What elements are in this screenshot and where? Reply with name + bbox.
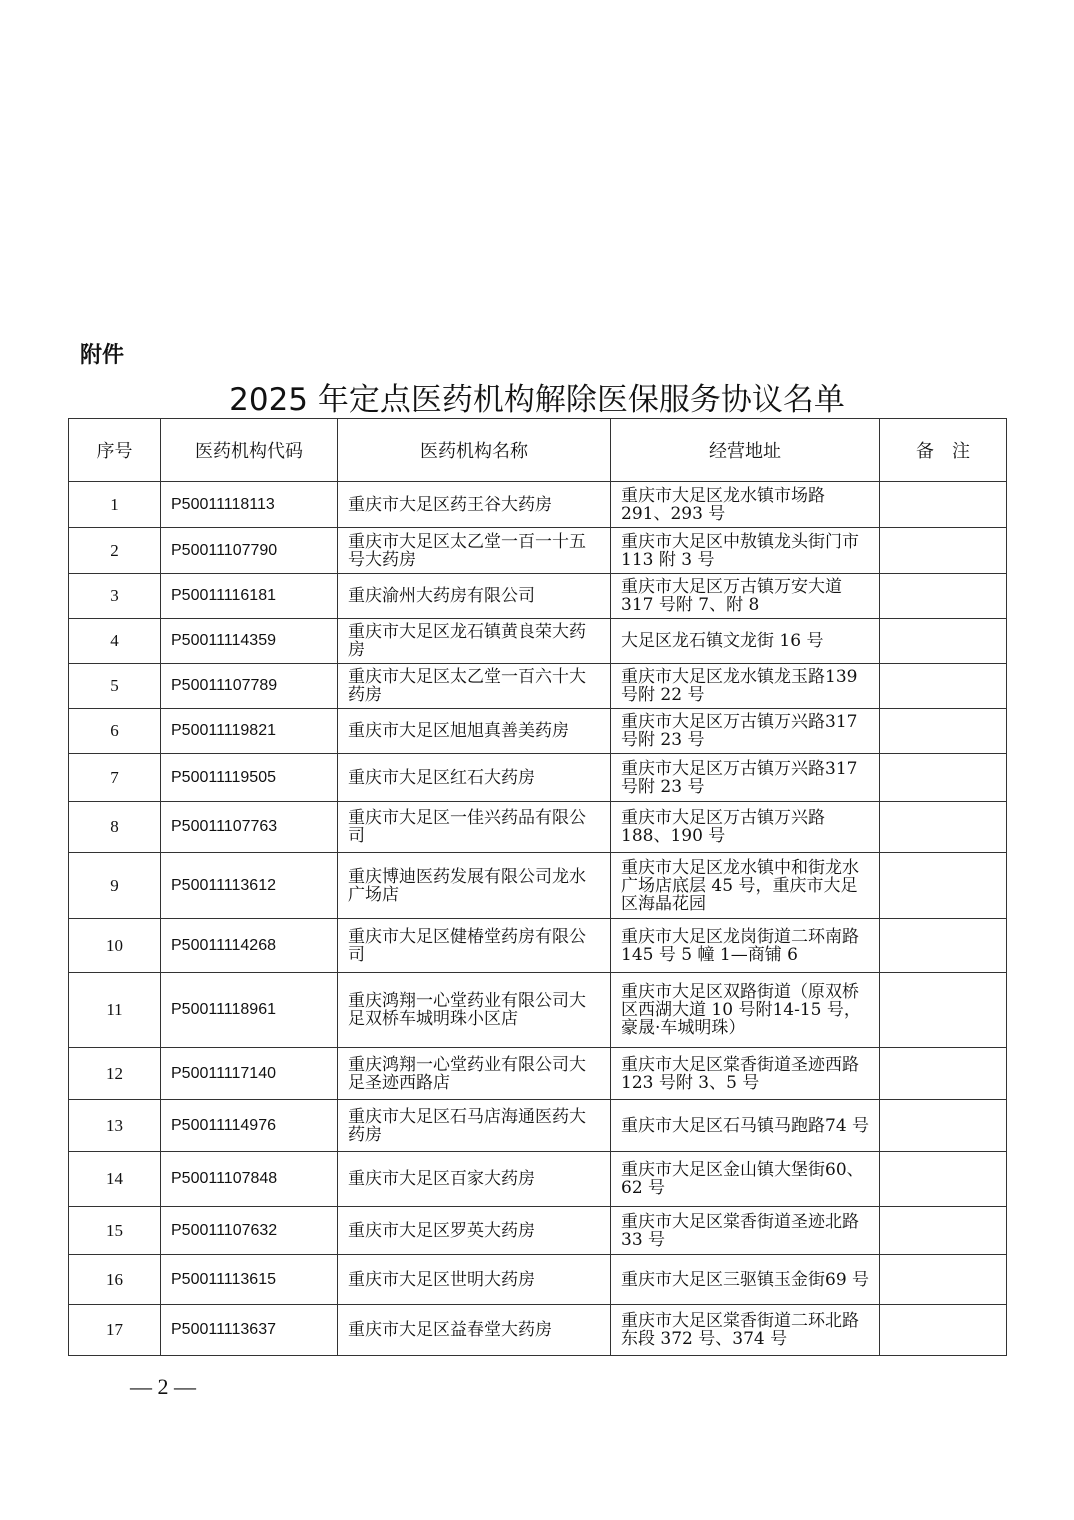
institution-code: P50011107789	[161, 664, 338, 709]
row-number: 14	[69, 1152, 161, 1207]
remark	[880, 1100, 1007, 1152]
row-number: 4	[69, 619, 161, 664]
business-address: 重庆市大足区万古镇万安大道 317 号附 7、附 8	[611, 574, 880, 619]
institution-code: P50011118961	[161, 973, 338, 1048]
institution-table	[68, 418, 1007, 1356]
institution-name: 重庆渝州大药房有限公司	[338, 574, 611, 619]
business-address: 大足区龙石镇文龙街 16 号	[611, 619, 880, 664]
table-row	[69, 973, 1007, 1048]
business-address: 重庆市大足区龙水镇龙玉路139 号附 22 号	[611, 664, 880, 709]
business-address: 重庆市大足区中敖镇龙头街门市 113 附 3 号	[611, 528, 880, 574]
business-address: 重庆市大足区棠香街道圣迹西路 123 号附 3、5 号	[611, 1048, 880, 1100]
institution-code: P50011113612	[161, 853, 338, 919]
row-number: 17	[69, 1305, 161, 1356]
remark	[880, 802, 1007, 853]
row-number: 16	[69, 1255, 161, 1305]
business-address: 重庆市大足区万古镇万兴路317 号附 23 号	[611, 754, 880, 802]
remark	[880, 528, 1007, 574]
remark	[880, 1207, 1007, 1255]
institution-name: 重庆市大足区太乙堂一百一十五号大药房	[338, 528, 611, 574]
institution-code: P50011113637	[161, 1305, 338, 1356]
row-number: 2	[69, 528, 161, 574]
remark	[880, 973, 1007, 1048]
table-row	[69, 1305, 1007, 1356]
table-row	[69, 853, 1007, 919]
table-row	[69, 482, 1007, 528]
institution-name: 重庆鸿翔一心堂药业有限公司大足双桥车城明珠小区店	[338, 973, 611, 1048]
institution-code: P50011113615	[161, 1255, 338, 1305]
institution-name: 重庆市大足区红石大药房	[338, 754, 611, 802]
institution-code: P50011114976	[161, 1100, 338, 1152]
row-number: 15	[69, 1207, 161, 1255]
remark	[880, 709, 1007, 754]
table-row	[69, 574, 1007, 619]
table-row	[69, 619, 1007, 664]
table-row	[69, 1100, 1007, 1152]
table-row	[69, 528, 1007, 574]
row-number: 8	[69, 802, 161, 853]
business-address: 重庆市大足区三驱镇玉金街69 号	[611, 1255, 880, 1305]
row-number: 6	[69, 709, 161, 754]
remark	[880, 1255, 1007, 1305]
institution-code: P50011114359	[161, 619, 338, 664]
column-header-code: 医药机构代码	[161, 419, 338, 482]
institution-name: 重庆市大足区太乙堂一百六十大药房	[338, 664, 611, 709]
remark	[880, 754, 1007, 802]
table-row	[69, 1207, 1007, 1255]
institution-code: P50011117140	[161, 1048, 338, 1100]
business-address: 重庆市大足区万古镇万兴路188、190 号	[611, 802, 880, 853]
remark	[880, 1305, 1007, 1356]
page-number: — 2 —	[130, 1374, 196, 1399]
remark	[880, 853, 1007, 919]
institution-code: P50011107632	[161, 1207, 338, 1255]
column-header-name: 医药机构名称	[338, 419, 611, 482]
remark	[880, 619, 1007, 664]
table-row	[69, 1048, 1007, 1100]
table-header-row	[69, 419, 1007, 482]
institution-name: 重庆市大足区百家大药房	[338, 1152, 611, 1207]
business-address: 重庆市大足区棠香街道二环北路东段 372 号、374 号	[611, 1305, 880, 1356]
row-number: 7	[69, 754, 161, 802]
table-row	[69, 1255, 1007, 1305]
institution-name: 重庆市大足区旭旭真善美药房	[338, 709, 611, 754]
table-row	[69, 709, 1007, 754]
row-number: 12	[69, 1048, 161, 1100]
row-number: 13	[69, 1100, 161, 1152]
column-header-note: 备 注	[880, 419, 1007, 482]
business-address: 重庆市大足区棠香街道圣迹北路 33 号	[611, 1207, 880, 1255]
row-number: 9	[69, 853, 161, 919]
business-address: 重庆市大足区双路街道（原双桥区西湖大道 10 号附14-15 号，豪晟·车城明珠）	[611, 973, 880, 1048]
row-number: 3	[69, 574, 161, 619]
institution-name: 重庆市大足区龙石镇黄良荣大药房	[338, 619, 611, 664]
institution-name: 重庆市大足区世明大药房	[338, 1255, 611, 1305]
table-row	[69, 664, 1007, 709]
institution-code: P50011118113	[161, 482, 338, 528]
table-row	[69, 802, 1007, 853]
institution-name: 重庆市大足区一佳兴药品有限公司	[338, 802, 611, 853]
column-header-address: 经营地址	[611, 419, 880, 482]
remark	[880, 574, 1007, 619]
institution-name: 重庆市大足区罗英大药房	[338, 1207, 611, 1255]
institution-code: P50011116181	[161, 574, 338, 619]
row-number: 10	[69, 919, 161, 973]
business-address: 重庆市大足区龙岗街道二环南路 145 号 5 幢 1—商铺 6	[611, 919, 880, 973]
column-header-no: 序号	[69, 419, 161, 482]
business-address: 重庆市大足区万古镇万兴路317 号附 23 号	[611, 709, 880, 754]
business-address: 重庆市大足区金山镇大堡街60、62 号	[611, 1152, 880, 1207]
remark	[880, 482, 1007, 528]
institution-code: P50011107790	[161, 528, 338, 574]
table-row	[69, 754, 1007, 802]
institution-code: P50011119821	[161, 709, 338, 754]
business-address: 重庆市大足区龙水镇中和街龙水广场店底层 45 号，重庆市大足区海晶花园	[611, 853, 880, 919]
table-row	[69, 919, 1007, 973]
institution-name: 重庆市大足区药王谷大药房	[338, 482, 611, 528]
row-number: 1	[69, 482, 161, 528]
table-row	[69, 1152, 1007, 1207]
institution-name: 重庆市大足区健椿堂药房有限公司	[338, 919, 611, 973]
institution-code: P50011107848	[161, 1152, 338, 1207]
business-address: 重庆市大足区龙水镇市场路291、293 号	[611, 482, 880, 528]
attachment-label: 附件	[80, 343, 125, 368]
document-title: 2025 年定点医药机构解除医保服务协议名单	[229, 382, 845, 418]
remark	[880, 664, 1007, 709]
institution-name: 重庆鸿翔一心堂药业有限公司大足圣迹西路店	[338, 1048, 611, 1100]
institution-code: P50011114268	[161, 919, 338, 973]
remark	[880, 1048, 1007, 1100]
row-number: 11	[69, 973, 161, 1048]
institution-name: 重庆博迪医药发展有限公司龙水广场店	[338, 853, 611, 919]
remark	[880, 919, 1007, 973]
institution-name: 重庆市大足区石马店海通医药大药房	[338, 1100, 611, 1152]
remark	[880, 1152, 1007, 1207]
row-number: 5	[69, 664, 161, 709]
institution-name: 重庆市大足区益春堂大药房	[338, 1305, 611, 1356]
institution-code: P50011119505	[161, 754, 338, 802]
business-address: 重庆市大足区石马镇马跑路74 号	[611, 1100, 880, 1152]
institution-code: P50011107763	[161, 802, 338, 853]
